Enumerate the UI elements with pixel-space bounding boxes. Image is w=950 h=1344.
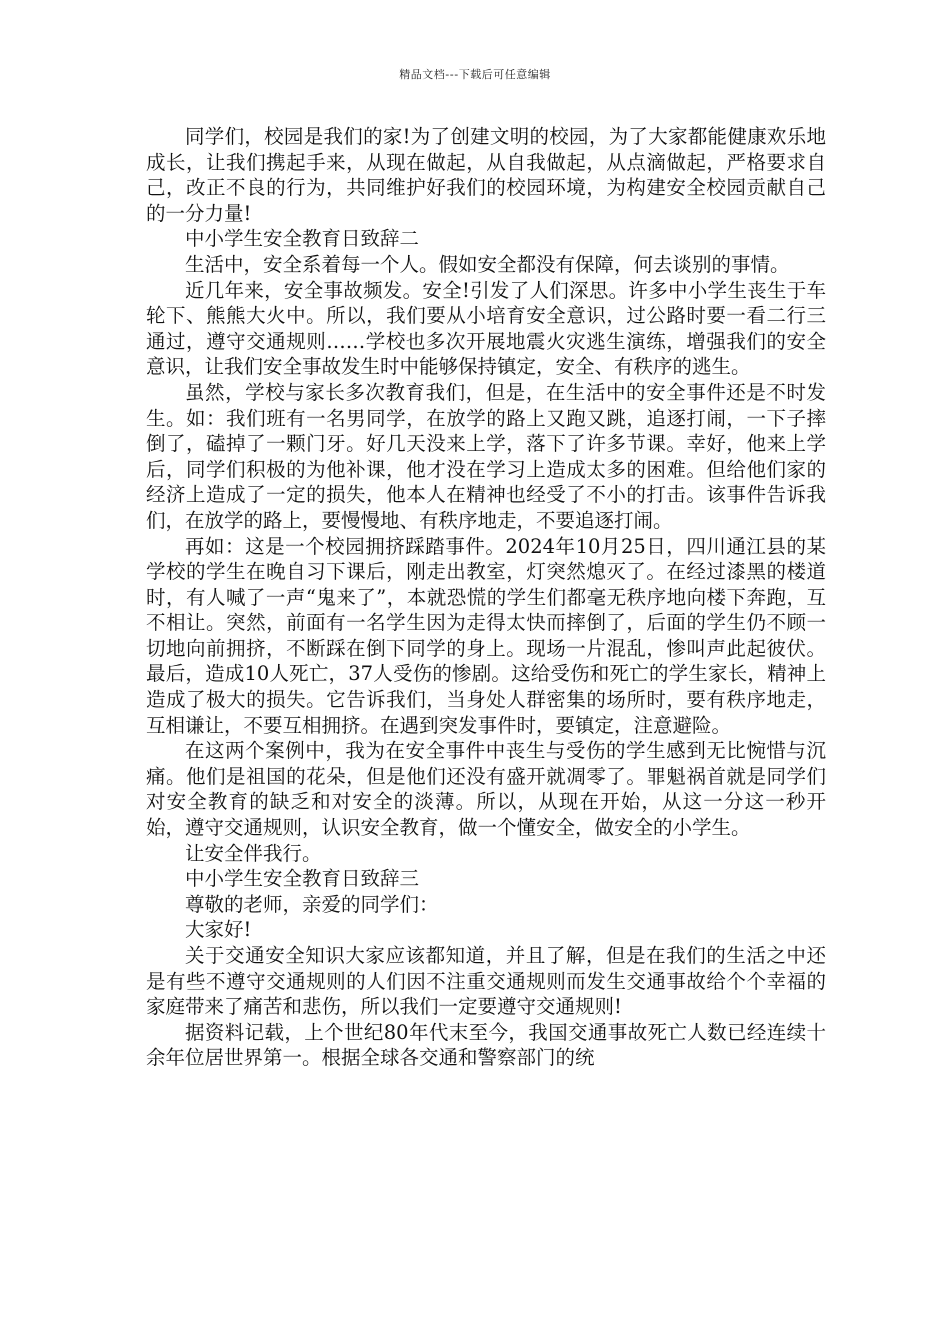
- paragraph: 在这两个案例中，我为在安全事件中丧生与受伤的学生感到无比惋惜与沉痛。他们是祖国的花朵，但是他们还没有盛开就凋零了。罪魁祸首就是同学们对安全教育的缺乏和对安全的淡薄。所以，从现在开始，从这一分这一秒开始，遵守交通规则，认识安全教育，做一个懂安全，做安全的小学生。: [146, 739, 826, 840]
- paragraph: 虽然，学校与家长多次教育我们，但是，在生活中的安全事件还是不时发生。如：我们班有一名男同学，在放学的路上又跑又跳，追逐打闹，一下子摔倒了，磕掉了一颗门牙。好几天没来上学，落下了许多节课。幸好，他来上学后，同学们积极的为他补课，他才没在学习上造成太多的困难。但给他们家的经济上造成了一定的损失，他本人在精神也经受了不小的打击。该事件告诉我们，在放学的路上，要慢慢地、有秩序地走，不要追逐打闹。: [146, 380, 826, 532]
- salutation: 尊敬的老师，亲爱的同学们：: [185, 892, 439, 916]
- paragraph: 让安全伴我行。: [185, 841, 322, 865]
- paragraph: 再如：这是一个校园拥挤踩踏事件。2024年10月25日，四川通江县的某学校的学生在晚自习下课后，刚走出教室，灯突然熄灭了。在经过漆黑的楼道时，有人喊了一声“鬼来了”，本就恐慌的学生们都毫无秩序地向楼下奔跑，互不相让。突然，前面有一名学生因为走得太快而摔倒了，后面的学生仍不顾一切地向前拥挤，不断踩在倒下同学的身上。现场一片混乱，惨叫声此起彼伏。最后，造成10人死亡，37人受伤的惨剧。这给受伤和死亡的学生家长，精神上造成了极大的损失。它告诉我们，当身处人群密集的场所时，要有秩序地走，互相谦让，不要互相拥挤。在遇到突发事件时，要镇定，注意避险。: [146, 534, 826, 737]
- paragraph: 近几年来，安全事故频发。安全!引发了人们深思。许多中小学生丧生于车轮下、熊熊大火中。所以，我们要从小培育安全意识，过公路时要一看二行三通过，遵守交通规则……学校也多次开展地震火灾逃生演练，增强我们的安全意识，让我们安全事故发生时中能够保持镇定，安全、有秩序的逃生。: [146, 278, 826, 379]
- document-body: [146, 124, 826, 1071]
- paragraph-campus-closing: 同学们，校园是我们的家!为了创建文明的校园，为了大家都能健康欢乐地成长，让我们携起手来，从现在做起，从自我做起，从点滴做起，严格要求自己，改正不良的行为，共同维护好我们的校园环境，为构建安全校园贡献自己的一分力量!: [146, 125, 826, 225]
- page-header: 精品文档---下载后可任意编辑: [399, 68, 551, 81]
- paragraph: 据资料记载，上个世纪80年代末至今，我国交通事故死亡人数已经连续十余年位居世界第一。根据全球各交通和警察部门的统: [146, 1020, 826, 1070]
- section-heading-speech-three: 中小学生安全教育日致辞三: [185, 867, 420, 891]
- section-heading-speech-two: 中小学生安全教育日致辞二: [185, 227, 420, 251]
- paragraph: 生活中，安全系着每一个人。假如安全都没有保障，何去谈别的事情。: [185, 252, 790, 276]
- paragraph: 关于交通安全知识大家应该都知道，并且了解，但是在我们的生活之中还是有些不遵守交通规则的人们因不注重交通规则而发生交通事故给个个幸福的家庭带来了痛苦和悲伤，所以我们一定要遵守交通规则!: [146, 944, 826, 1019]
- greeting: 大家好!: [185, 918, 252, 942]
